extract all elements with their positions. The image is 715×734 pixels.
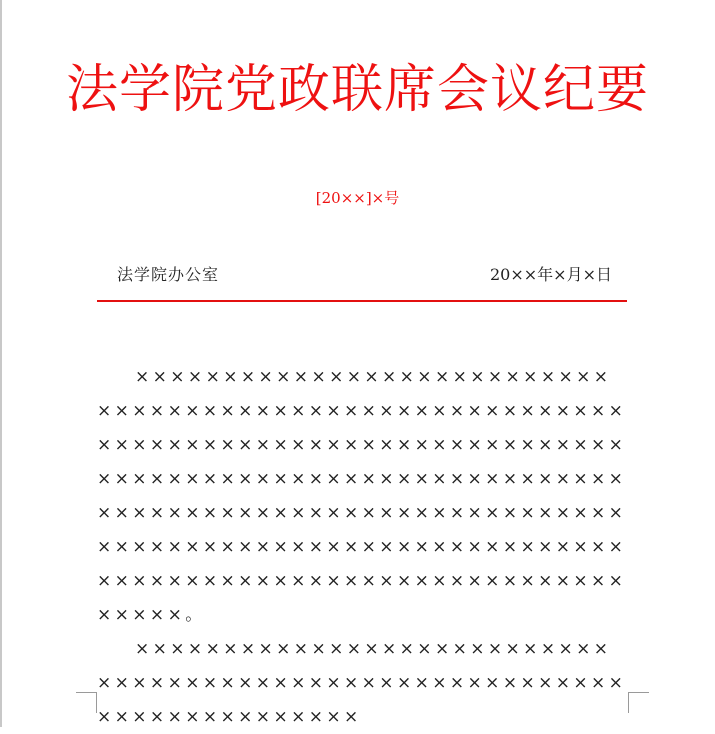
- margin-corner-mark-right: [628, 692, 649, 713]
- issuer-name: 法学院办公室: [117, 265, 220, 284]
- document-number: [20××]×号: [315, 189, 400, 207]
- body-paragraph: ××××××××××××××××××××××××××××××××××××××××××××××××××××××××××××××××××××××××: [97, 639, 627, 727]
- document-title: 法学院党政联席会议纪要: [65, 60, 649, 120]
- red-header-rule: [97, 300, 627, 302]
- body-paragraph: ××××××××××××××××××××××××××××××××××××××××××××××××××××××××××××××××××××××××××××××××××××××××××××××××××××××××××××××××××××××××××××××××××××××××××××××××××××××××××××××××××××××××××××××××××××××××××××××××××××××××××××××××××××。: [97, 367, 627, 625]
- document-body: [97, 360, 629, 734]
- margin-corner-mark-left: [76, 692, 97, 713]
- issue-date: 20××年×月×日: [490, 265, 612, 284]
